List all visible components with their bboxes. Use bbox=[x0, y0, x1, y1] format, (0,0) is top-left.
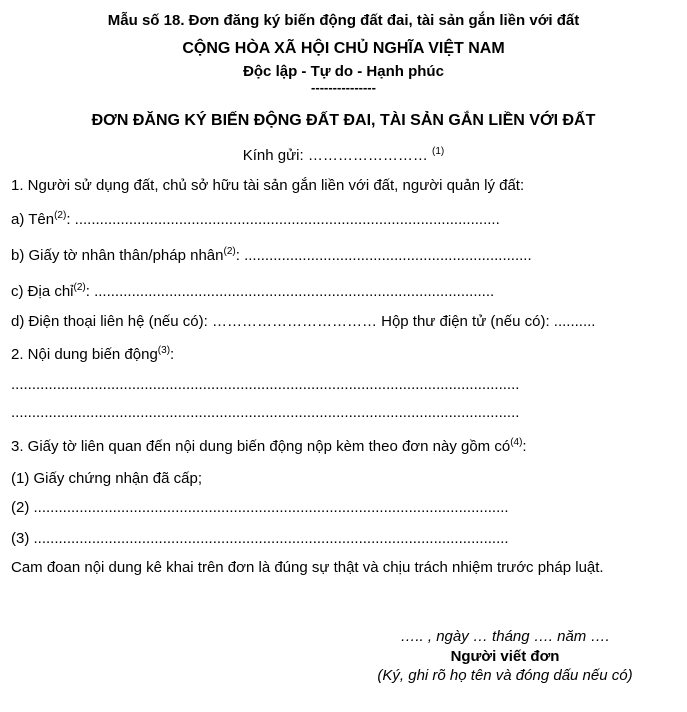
section2-suffix: : bbox=[170, 346, 175, 363]
document-title: ĐƠN ĐĂNG KÝ BIẾN ĐỘNG ĐẤT ĐAI, TÀI SẢN GẮN LIỀN VỚI ĐẤT bbox=[91, 112, 596, 129]
address-note: (2) bbox=[73, 282, 86, 293]
form-title: Mẫu số 18. Đơn đăng ký biến động đất đai, tài sản gắn liền với đất bbox=[107, 12, 580, 29]
section2-line-2: .......................................................................................................................... bbox=[11, 404, 520, 421]
section3-item-2: (2) .................................................................................................................. bbox=[11, 499, 509, 516]
section2-note: (3) bbox=[157, 345, 171, 356]
name-field bbox=[11, 211, 500, 228]
id-label: b) Giấy tờ nhân thân/pháp nhân bbox=[11, 247, 224, 264]
name-fill: : ...................................................................................................... bbox=[66, 211, 500, 228]
national-motto: Độc lập - Tự do - Hạnh phúc bbox=[243, 63, 444, 80]
section2-line-1: .......................................................................................................................... bbox=[11, 376, 520, 393]
section3-title bbox=[11, 438, 527, 455]
header-separator: --------------- bbox=[311, 80, 376, 95]
phone-email-field: d) Điện thoại liên hệ (nếu có): …………………………… Hộp thư điện tử (nếu có): .......... bbox=[11, 313, 596, 330]
section3-suffix: : bbox=[522, 438, 527, 455]
address-fill: : ................................................................................................ bbox=[85, 283, 495, 300]
section3-note: (4) bbox=[510, 437, 523, 448]
section3-item-1: (1) Giấy chứng nhận đã cấp; bbox=[11, 470, 202, 487]
section2-title bbox=[11, 346, 174, 363]
id-field bbox=[11, 247, 532, 264]
date-line: ….. , ngày … tháng …. năm …. bbox=[400, 628, 610, 645]
name-label: a) Tên bbox=[11, 211, 55, 228]
country-name: CỘNG HÒA XÃ HỘI CHỦ NGHĨA VIỆT NAM bbox=[182, 40, 505, 57]
name-note: (2) bbox=[54, 210, 67, 221]
address-label: c) Địa chỉ bbox=[11, 283, 74, 300]
signature-instruction: (Ký, ghi rõ họ tên và đóng dấu nếu có) bbox=[377, 667, 633, 684]
address-field bbox=[11, 283, 494, 300]
section3-title-text: 3. Giấy tờ liên quan đến nội dung biến động nộp kèm theo đơn này gồm có bbox=[11, 438, 511, 455]
id-note: (2) bbox=[223, 246, 236, 257]
section3-item-3: (3) .................................................................................................................. bbox=[11, 530, 509, 547]
section1-title: 1. Người sử dụng đất, chủ sở hữu tài sản gắn liền với đất, người quản lý đất: bbox=[11, 177, 525, 194]
recipient-text: Kính gửi: …………………… bbox=[242, 147, 428, 164]
id-fill: : ..................................................................... bbox=[235, 247, 532, 264]
commitment-statement: Cam đoan nội dung kê khai trên đơn là đúng sự thật và chịu trách nhiệm trước pháp luật. bbox=[11, 559, 604, 576]
signer-title: Người viết đơn bbox=[450, 648, 560, 665]
section2-title-text: 2. Nội dung biến động bbox=[11, 346, 158, 363]
recipient-line bbox=[0, 147, 687, 164]
recipient-note: (1) bbox=[432, 146, 445, 157]
